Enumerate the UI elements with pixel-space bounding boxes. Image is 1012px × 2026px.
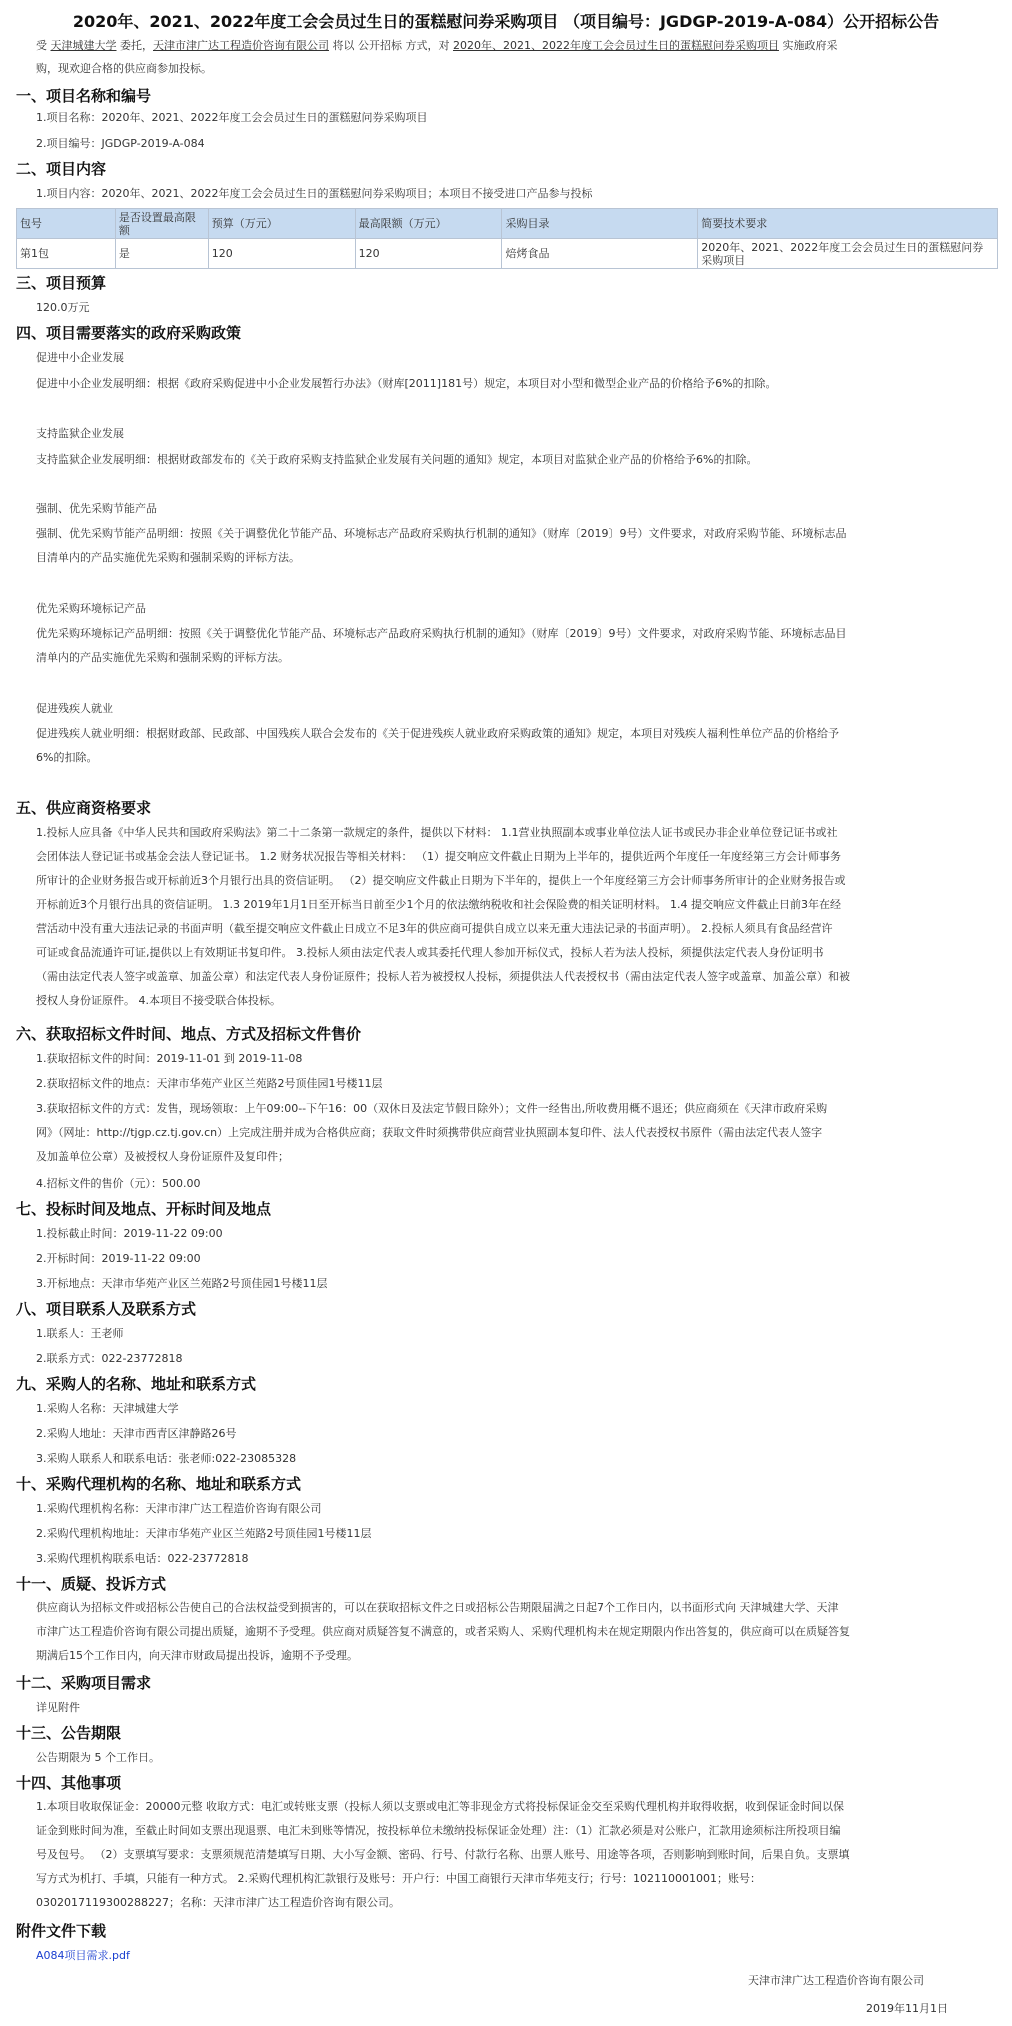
- section-7-heading: 七、投标时间及地点、开标时间及地点: [16, 1200, 272, 1218]
- s14-line: 1.本项目收取保证金：20000元整 收取方式：电汇或转账支票（投标人须以支票或电汇等非现金方式将投标保证金交至采购代理机构并取得收据，收到保证金时间以保: [36, 1800, 844, 1813]
- table-cell: 是: [115, 239, 208, 269]
- section-9-heading: 九、采购人的名称、地址和联系方式: [16, 1375, 257, 1393]
- section-1-heading: 一、项目名称和编号: [16, 87, 152, 105]
- s10-address: 2.采购代理机构地址：天津市华苑产业区兰苑路2号顶佳园1号楼11层: [36, 1527, 372, 1540]
- s5-line: 所审计的企业财务报告或开标前近3个月银行出具的资信证明。 （2）提交响应文件截止日期为下半年的，提供上一个年度经第三方会计师事务所审计的企业财务报告或: [36, 874, 846, 887]
- table-header-cell: 采购目录: [502, 209, 698, 239]
- intro-line-2: 购，现欢迎合格的供应商参加投标。: [36, 62, 212, 75]
- section-3-heading: 三、项目预算: [16, 274, 107, 292]
- section-14-heading: 十四、其他事项: [16, 1774, 122, 1792]
- s1-item-1: 1.项目名称：2020年、2021、2022年度工会会员过生日的蛋糕慰问券采购项目: [36, 111, 428, 124]
- attachments-heading: 附件文件下载: [16, 1922, 107, 1940]
- intro-buyer: 天津城建大学: [50, 39, 117, 52]
- policy-5-body-2: 6%的扣除。: [36, 751, 98, 764]
- table-header-cell: 是否设置最高限额: [115, 209, 208, 239]
- s8-phone: 2.联系方式：022-23772818: [36, 1352, 183, 1365]
- s5-line: 授权人身份证原件。 4.本项目不接受联合体投标。: [36, 994, 281, 1007]
- s13-period: 公告期限为 5 个工作日。: [36, 1751, 160, 1764]
- s11-line: 市津广达工程造价咨询有限公司提出质疑，逾期不予受理。供应商对质疑答复不满意的，或者采购人、采购代理机构未在规定期限内作出答复的，供应商可以在质疑答复: [36, 1625, 850, 1638]
- s6-method-2: 网》（网址：http://tjgp.cz.tj.gov.cn）上完成注册并成为合格供应商；获取文件时须携带供应商营业执照副本复印件、法人代表授权书原件（需由法定代表人签字: [36, 1126, 823, 1139]
- section-8-heading: 八、项目联系人及联系方式: [16, 1300, 197, 1318]
- policy-3-body-2: 目清单内的产品实施优先采购和强制采购的评标方法。: [36, 551, 300, 564]
- intro-prefix: 受: [36, 39, 47, 52]
- s5-line: 会团体法人登记证书或基金会法人登记证书。 1.2 财务状况报告等相关材料： （1）提交响应文件截止日期为上半年的，提供近两个年度任一年度经第三方会计师事务: [36, 850, 841, 863]
- s5-line: 1.投标人应具备《中华人民共和国政府采购法》第二十二条第一款规定的条件，提供以下材料： 1.1营业执照副本或事业单位法人证书或民办非企业单位登记证书或社: [36, 826, 838, 839]
- package-table: [16, 208, 998, 269]
- policy-1-body: 促进中小企业发展明细：根据《政府采购促进中小企业发展暂行办法》（财库[2011]181号）规定，本项目对小型和微型企业产品的价格给予6%的扣除。: [36, 377, 777, 390]
- section-2-heading: 二、项目内容: [16, 160, 107, 178]
- table-cell: 120: [208, 239, 355, 269]
- section-12-heading: 十二、采购项目需求: [16, 1674, 152, 1692]
- table-row: [17, 239, 998, 269]
- s14-line: 号及包号。 （2）支票填写要求：支票须规范清楚填写日期、大小写金额、密码、行号、付款行名称、出票人账号、用途等各项，否则影响到账时间，后果自负。支票填: [36, 1848, 850, 1861]
- policy-2-body: 支持监狱企业发展明细：根据财政部发布的《关于政府采购支持监狱企业发展有关问题的通知》规定，本项目对监狱企业产品的价格给予6%的扣除。: [36, 453, 758, 466]
- s7-deadline: 1.投标截止时间：2019-11-22 09:00: [36, 1227, 223, 1240]
- s5-line: 营活动中没有重大违法记录的书面声明（截至提交响应文件截止日成立不足3年的供应商可提供自成立以来无重大违法记录的书面声明）。 2.投标人须具有食品经营许: [36, 922, 833, 935]
- table-header-cell: 预算（万元）: [208, 209, 355, 239]
- s7-open-time: 2.开标时间：2019-11-22 09:00: [36, 1252, 201, 1265]
- intro-text-2: 将以 公开招标 方式，对: [332, 39, 450, 52]
- table-header-cell: 简要技术要求: [698, 209, 998, 239]
- s6-place: 2.获取招标文件的地点：天津市华苑产业区兰苑路2号顶佳园1号楼11层: [36, 1077, 383, 1090]
- intro-project: 2020年、2021、2022年度工会会员过生日的蛋糕慰问券采购项目: [453, 39, 779, 52]
- budget-value: 120.0万元: [36, 301, 90, 314]
- attachment-file-link[interactable]: A084项目需求.pdf: [36, 1949, 130, 1962]
- policy-1-title: 促进中小企业发展: [36, 351, 124, 364]
- s5-line: （需由法定代表人签字或盖章、加盖公章）和法定代表人身份证原件；投标人若为被授权人投标，须提供法人代表授权书（需由法定代表人签字或盖章、加盖公章）和被: [36, 970, 850, 983]
- s1-item-2: 2.项目编号：JGDGP-2019-A-084: [36, 137, 205, 150]
- s10-phone: 3.采购代理机构联系电话：022-23772818: [36, 1552, 249, 1565]
- table-cell: 2020年、2021、2022年度工会会员过生日的蛋糕慰问券采购项目: [698, 239, 998, 269]
- policy-5-body-1: 促进残疾人就业明细：根据财政部、民政部、中国残疾人联合会发布的《关于促进残疾人就业政府采购政策的通知》规定，本项目对残疾人福利性单位产品的价格给予: [36, 727, 839, 740]
- s6-method-3: 及加盖单位公章）及被授权人身份证原件及复印件；: [36, 1150, 289, 1163]
- s12-detail: 详见附件: [36, 1701, 80, 1714]
- section-11-heading: 十一、质疑、投诉方式: [16, 1575, 167, 1593]
- footer-date: 2019年11月1日: [866, 2002, 948, 2015]
- section-13-heading: 十三、公告期限: [16, 1724, 122, 1742]
- s5-line: 开标前近3个月银行出具的资信证明。 1.3 2019年1月1日至开标当日前至少1个月的依法缴纳税收和社会保险费的相关证明材料。 1.4 提交响应文件截止日前3年在经: [36, 898, 841, 911]
- table-header-cell: 最高限额（万元）: [355, 209, 502, 239]
- s9-address: 2.采购人地址：天津市西青区津静路26号: [36, 1427, 237, 1440]
- s6-price: 4.招标文件的售价（元）：500.00: [36, 1177, 201, 1190]
- intro-text-1: 委托，: [120, 39, 153, 52]
- s8-contact: 1.联系人：王老师: [36, 1327, 124, 1340]
- policy-2-title: 支持监狱企业发展: [36, 427, 124, 440]
- s14-line: 写方式为机打、手填，只能有一种方式。 2.采购代理机构汇款银行及账号：开户行：中国工商银行天津市华苑支行；行号：102110001001；账号：: [36, 1872, 761, 1885]
- s5-line: 可证或食品流通许可证,提供以上有效期证书复印件。 3.投标人须由法定代表人或其委托代理人参加开标仪式，投标人若为法人投标，须提供法定代表人身份证明书: [36, 946, 824, 959]
- policy-4-body-1: 优先采购环境标记产品明细：按照《关于调整优化节能产品、环境标志产品政府采购执行机制的通知》（财库〔2019〕9号）文件要求，对政府采购节能、环境标志品目: [36, 627, 847, 640]
- policy-4-body-2: 清单内的产品实施优先采购和强制采购的评标方法。: [36, 651, 289, 664]
- s6-method-1: 3.获取招标文件的方式：发售，现场领取：上午09:00--下午16：00（双休日及法定节假日除外）；文件一经售出,所收费用概不退还；供应商须在《天津市政府采购: [36, 1102, 828, 1115]
- s14-line: 证金到账时间为准，至截止时间如支票出现退票、电汇未到账等情况，按投标单位未缴纳投标保证金处理）注：（1）汇款必须是对公账户，汇款用途须标注所投项目编: [36, 1824, 841, 1837]
- section-6-heading: 六、获取招标文件时间、地点、方式及招标文件售价: [16, 1025, 362, 1043]
- s2-content: 1.项目内容：2020年、2021、2022年度工会会员过生日的蛋糕慰问券采购项目；本项目不接受进口产品参与投标: [36, 187, 593, 200]
- s9-name: 1.采购人名称：天津城建大学: [36, 1402, 179, 1415]
- intro-paragraph: [36, 34, 996, 80]
- policy-3-title: 强制、优先采购节能产品: [36, 502, 157, 515]
- table-header-cell: 包号: [17, 209, 116, 239]
- footer-organization: 天津市津广达工程造价咨询有限公司: [748, 1974, 924, 1987]
- policy-3-body-1: 强制、优先采购节能产品明细：按照《关于调整优化节能产品、环境标志产品政府采购执行机制的通知》（财库〔2019〕9号）文件要求，对政府采购节能、环境标志品: [36, 527, 847, 540]
- s11-line: 期满后15个工作日内，向天津市财政局提出投诉，逾期不予受理。: [36, 1649, 358, 1662]
- s11-line: 供应商认为招标文件或招标公告使自己的合法权益受到损害的，可以在获取招标文件之日或招标公告期限届满之日起7个工作日内，以书面形式向 天津城建大学、天津: [36, 1601, 839, 1614]
- s7-open-place: 3.开标地点：天津市华苑产业区兰苑路2号顶佳园1号楼11层: [36, 1277, 328, 1290]
- page-title: 2020年、2021、2022年度工会会员过生日的蛋糕慰问券采购项目 （项目编号：JGDGP-2019-A-084）公开招标公告: [72, 12, 940, 31]
- table-cell: 焙烤食品: [502, 239, 698, 269]
- policy-4-title: 优先采购环境标记产品: [36, 602, 146, 615]
- s10-name: 1.采购代理机构名称：天津市津广达工程造价咨询有限公司: [36, 1502, 322, 1515]
- s9-contact: 3.采购人联系人和联系电话：张老师:022-23085328: [36, 1452, 297, 1465]
- section-10-heading: 十、采购代理机构的名称、地址和联系方式: [16, 1475, 302, 1493]
- intro-text-3: 实施政府采: [782, 39, 838, 52]
- table-header-row: [17, 209, 998, 239]
- policy-5-title: 促进残疾人就业: [36, 702, 113, 715]
- s14-line: 0302017119300288227；名称：天津市津广达工程造价咨询有限公司。: [36, 1896, 400, 1909]
- table-cell: 120: [355, 239, 502, 269]
- table-cell: 第1包: [17, 239, 116, 269]
- intro-agency: 天津市津广达工程造价咨询有限公司: [153, 39, 329, 52]
- section-5-heading: 五、供应商资格要求: [16, 799, 152, 817]
- s6-time: 1.获取招标文件的时间：2019-11-01 到 2019-11-08: [36, 1052, 303, 1065]
- section-4-heading: 四、项目需要落实的政府采购政策: [16, 324, 242, 342]
